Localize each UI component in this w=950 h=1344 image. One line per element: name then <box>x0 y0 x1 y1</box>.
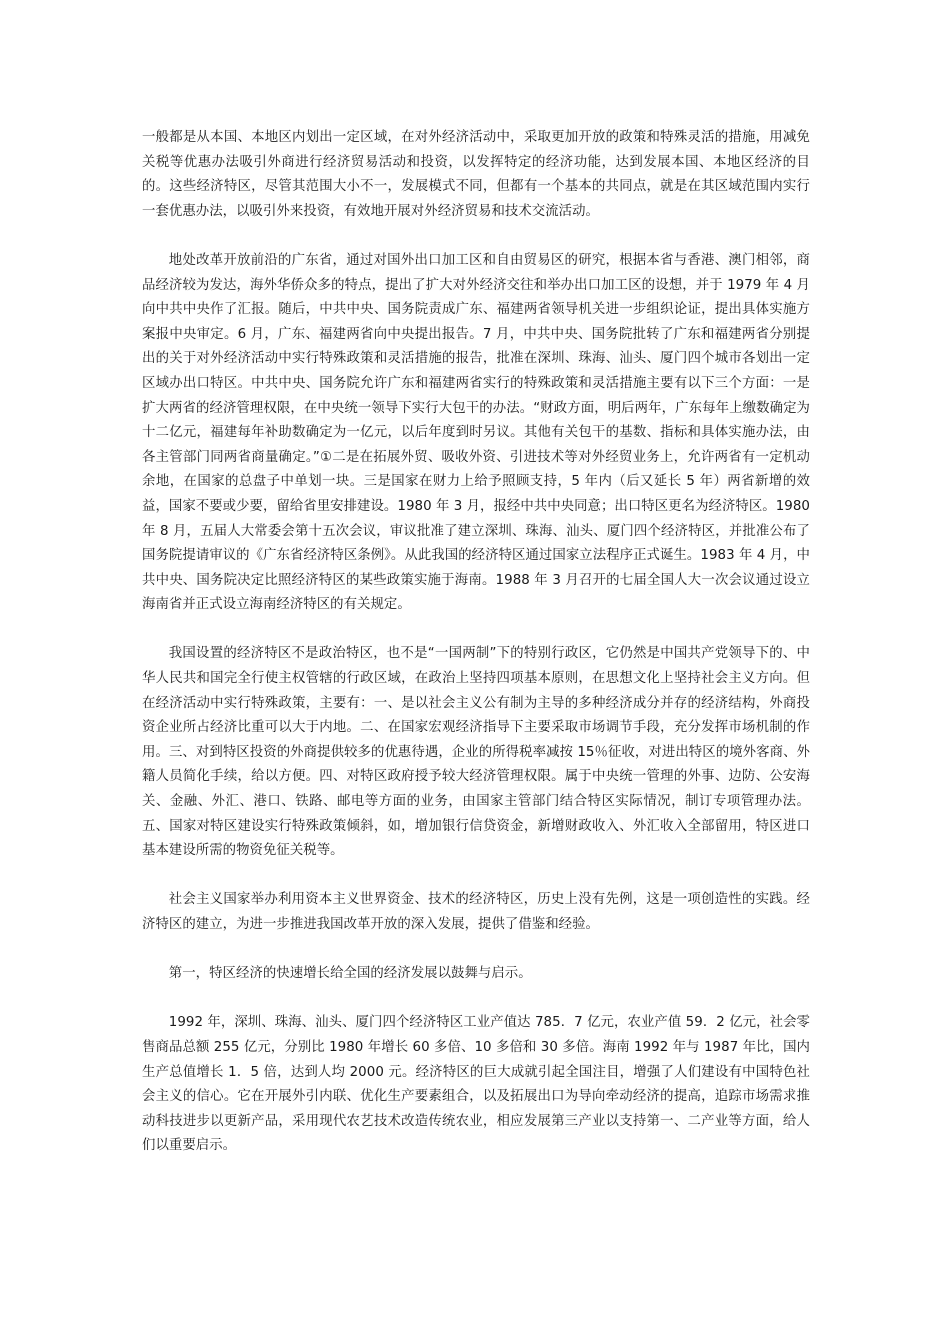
paragraph-zone-nature: 我国设置的经济特区不是政治特区，也不是“一国两制”下的特别行政区，它仍然是中国共产党领导下的、中华人民共和国完全行使主权管辖的行政区域，在政治上坚持四项基本原则，在思想文化上坚持社会主义方向。但在经济活动中实行特殊政策，主要有：一、是以社会主义公有制为主导的多种经济成分并存的经济结构，外商投资企业所占经济比重可以大于内地。二、在国家宏观经济指导下主要采取市场调节手段，充分发挥市场机制的作用。三、对到特区投资的外商提供较多的优惠待遇，企业的所得税率减按 15％征收，对进出特区的境外客商、外籍人员简化手续，给以方便。四、对特区政府授予较大经济管理权限。属于中央统一管理的外事、边防、公安海关、金融、外汇、港口、铁路、邮电等方面的业务，由国家主管部门结合特区实际情况，制订专项管理办法。五、国家对特区建设实行特殊政策倾斜，如，增加银行信贷资金，新增财政收入、外汇收入全部留用，特区进口基本建设所需的物资免征关税等。 <box>142 646 810 859</box>
paragraph-guangdong-history: 地处改革开放前沿的广东省，通过对国外出口加工区和自由贸易区的研究，根据本省与香港、澳门相邻，商品经济较为发达，海外华侨众多的特点，提出了扩大对外经济交往和举办出口加工区的设想，并于 1979 年 4 月向中共中央作了汇报。随后，中共中央、国务院责成广东、福建两省领导机关进一步组织论证，提出具体实施方案报中央审定。6 月，广东、福建两省向中央提出报告。7 月，中共中央、国务院批转了广东和福建两省分别提出的关于对外经济活动中实行特殊政策和灵活措施的报告，批准在深圳、珠海、汕头、厦门四个城市各划出一定区域办出口特区。中共中央、国务院允许广东和福建两省实行的特殊政策和灵活措施主要有以下三个方面：一是扩大两省的经济管理权限，在中央统一领导下实行大包干的办法。“财政方面，明后两年，广东每年上缴数确定为十二亿元，福建每年补助数确定为一亿元，以后年度到时另议。其他有关包干的基数、指标和具体实施办法，由各主管部门同两省商量确定。”①二是在拓展外贸、吸收外资、引进技术等对外经贸业务上，允许两省有一定机动余地，在国家的总盘子中单划一块。三是国家在财力上给予照顾支持，5 年内（后又延长 5 年）两省新增的效益，国家不要或少要，留给省里安排建设。1980 年 3 月，报经中共中央同意；出口特区更名为经济特区。1980 年 8 月，五届人大常委会第十五次会议，审议批准了建立深圳、珠海、汕头、厦门四个经济特区，并批准公布了国务院提请审议的《广东省经济特区条例》。从此我国的经济特区通过国家立法程序正式诞生。1983 年 4 月，中共中央、国务院决定比照经济特区的某些政策实施于海南。1988 年 3 月召开的七届全国人大一次会议通过设立海南省并正式设立海南经济特区的有关规定。 <box>142 252 810 613</box>
paragraph-significance: 社会主义国家举办利用资本主义世界资金、技术的经济特区，历史上没有先例，这是一项创造性的实践。经济特区的建立，为进一步推进我国改革开放的深入发展，提供了借鉴和经验。 <box>142 892 810 932</box>
paragraph-point-one: 第一，特区经济的快速增长给全国的经济发展以鼓舞与启示。 <box>168 966 532 982</box>
paragraph-1992-statistics: 1992 年，深圳、珠海、汕头、厦门四个经济特区工业产值达 785．7 亿元，农业产值 59．2 亿元，社会零售商品总额 255 亿元，分别比 1980 年增长 60 多倍、10 多倍和 30 多倍。海南 1992 年与 1987 年比，国内生产总值增长 1．5 倍，达到人均 2000 元。经济特区的巨大成就引起全国注目，增强了人们建设有中国特色社会主义的信心。它在开展外引内联、优化生产要素组合，以及拓展出口为导向牵动经济的提高，追踪市场需求推动科技进步以更新产品，采用现代农艺技术改造传统农业，相应发展第三产业以支持第一、二产业等方面，给人们以重要启示。 <box>142 1015 810 1154</box>
document-page <box>142 126 810 1159</box>
paragraph-special-zone-definition: 一般都是从本国、本地区内划出一定区域，在对外经济活动中，采取更加开放的政策和特殊灵活的措施，用减免关税等优惠办法吸引外商进行经济贸易活动和投资，以发挥特定的经济功能，达到发展本国、本地区经济的目的。这些经济特区，尽管其范围大小不一，发展模式不同，但都有一个基本的共同点，就是在其区域范围内实行一套优惠办法，以吸引外来投资，有效地开展对外经济贸易和技术交流活动。 <box>142 130 810 219</box>
